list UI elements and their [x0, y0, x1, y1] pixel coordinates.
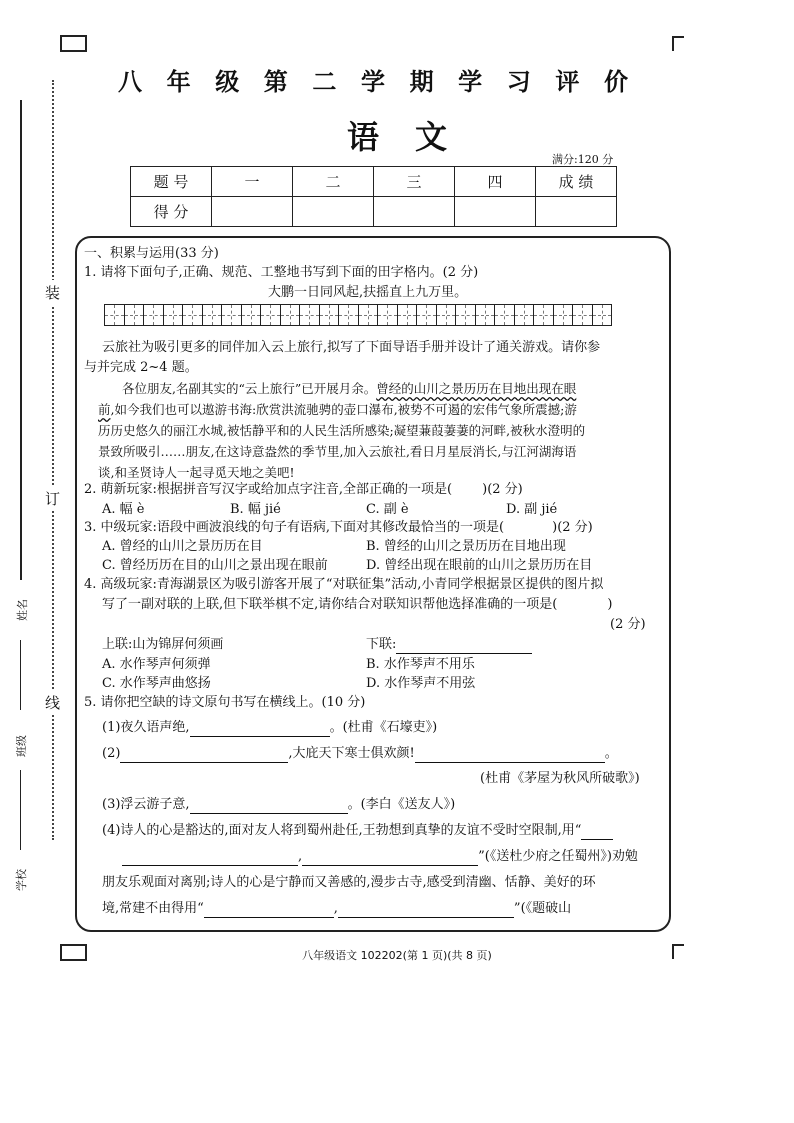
title-char: 八: [118, 67, 142, 96]
q5-4-blank-3[interactable]: [204, 917, 334, 918]
q4-option-b: B. 水作琴声不用乐: [366, 657, 475, 672]
side-line-name: [20, 640, 21, 710]
grid-cell[interactable]: [202, 304, 223, 326]
passage-text: ,如今我们也可以遨游书海:欣赏洪流驰骋的壶口瀑布,被势不可遏的宏伟气象所震撼;游: [110, 402, 577, 417]
q4-option-c: C. 水作琴声曲悠扬: [102, 676, 211, 691]
q5-1-blank[interactable]: [190, 736, 330, 737]
q5-4-blank-1b[interactable]: [122, 865, 298, 866]
couplet-upper: 上联:山为锦屏何须画: [102, 637, 224, 652]
page-footer: 八年级语文 102202(第 1 页)(共 8 页): [302, 949, 492, 962]
q4-option-d: D. 水作琴声不用弦: [366, 676, 476, 691]
score-table: [130, 166, 617, 227]
title-char: 级: [215, 67, 240, 96]
subject-char: 文: [415, 118, 448, 156]
passage-line-4: 景致所吸引……朋友,在这诗意盎然的季节里,加入云旅社,看日月星辰消长,与江河湖海语: [98, 444, 577, 459]
side-label-name: 姓名: [16, 599, 29, 621]
side-line-top: [20, 100, 22, 580]
q5-2-source: (杜甫《茅屋为秋风所破歌》): [480, 771, 640, 786]
grid-cell[interactable]: [319, 304, 340, 326]
grid-cell[interactable]: [592, 304, 613, 326]
q5-1-text: (1)夜久语声绝,: [102, 720, 190, 735]
q2-text: 2. 萌新玩家:根据拼音写汉字或给加点字注音,全部正确的一项是(: [84, 482, 453, 497]
subject-char: 语: [346, 118, 379, 156]
exam-title: [118, 62, 628, 97]
grid-cell[interactable]: [377, 304, 398, 326]
couplet-lower-label: 下联:: [366, 637, 397, 652]
intro-line-2: 与并完成 2~4 题。: [84, 360, 198, 375]
couplet-lower-blank[interactable]: [396, 653, 532, 654]
subject-title: [0, 112, 794, 158]
score-header-cell: 四: [455, 167, 536, 197]
section-heading: 一、积累与运用(33 分): [84, 246, 219, 261]
score-cell[interactable]: [212, 197, 293, 227]
tianzige-grid[interactable]: [104, 304, 611, 326]
grid-cell[interactable]: [358, 304, 379, 326]
wavy-sentence-part-1: 曾经的山川之景历历在目地出现在眼: [376, 381, 577, 396]
score-header-cell: 二: [293, 167, 374, 197]
question-4-line-1: 4. 高级玩家:青海湖景区为吸引游客开展了“对联征集”活动,小青同学根据景区提供的图片拟: [84, 577, 604, 592]
q2-option-c: C. 副 è: [366, 502, 409, 517]
q5-3-text: (3)浮云游子意,: [102, 797, 190, 812]
question-1: 1. 请将下面句子,正确、规范、工整地书写到下面的田字格内。(2 分): [84, 265, 479, 280]
title-char: 价: [603, 67, 628, 96]
side-line-class: [20, 770, 21, 850]
grid-cell[interactable]: [221, 304, 242, 326]
title-char: 习: [506, 67, 531, 96]
q3-option-d: D. 曾经出现在眼前的山川之景历历在目: [366, 558, 593, 573]
grid-cell[interactable]: [124, 304, 145, 326]
title-char: 第: [263, 67, 288, 96]
q5-item-1: [102, 718, 437, 737]
q5-item-4-line-4: [102, 899, 571, 918]
q4-option-a: A. 水作琴声何须弹: [102, 657, 211, 672]
score-header-cell: 题 号: [131, 167, 212, 197]
q5-2-blank-2[interactable]: [415, 762, 605, 763]
grid-cell[interactable]: [416, 304, 437, 326]
score-header-cell: 一: [212, 167, 293, 197]
q5-2-end: 。: [604, 746, 618, 761]
title-char: 年: [166, 67, 191, 96]
q5-4-text-1: (4)诗人的心是豁达的,面对友人将到蜀州赴任,王勃想到真挚的友谊不受时空限制,用“: [102, 823, 582, 838]
q3-option-a: A. 曾经的山川之景历历在目: [102, 539, 263, 554]
grid-cell[interactable]: [163, 304, 184, 326]
q5-2-text: ,大庇天下寒士俱欢颜!: [288, 746, 415, 761]
score-header-cell: 成 绩: [536, 167, 617, 197]
title-char: 期: [409, 67, 434, 96]
score-cell[interactable]: [455, 197, 536, 227]
question-5: 5. 请你把空缺的诗文原句书写在横线上。(10 分): [84, 695, 366, 710]
score-cell[interactable]: [374, 197, 455, 227]
title-char: 二: [312, 67, 337, 96]
q5-3-source: 。(李白《送友人》): [347, 797, 456, 812]
grid-cell[interactable]: [241, 304, 262, 326]
question-3: [84, 518, 593, 537]
q2-option-d: D. 副 jié: [506, 502, 558, 517]
couplet-lower: [366, 635, 532, 654]
grid-cell[interactable]: [436, 304, 457, 326]
q5-4-source: ”(《送杜少府之任蜀州》)劝勉: [478, 849, 638, 864]
grid-cell[interactable]: [494, 304, 515, 326]
registration-mark-top-left: [60, 35, 87, 52]
q5-4-source-2: ”(《题破山: [513, 901, 572, 916]
binding-dotted-line: [52, 80, 54, 840]
passage-line-2: [98, 400, 577, 419]
q5-4-blank-2[interactable]: [302, 865, 478, 866]
q5-4-blank-1a[interactable]: [581, 839, 613, 840]
q5-item-4-line-1: [102, 821, 613, 840]
score-table-score-row: [131, 197, 617, 227]
q5-2-blank-1[interactable]: [120, 762, 288, 763]
binding-label-zhuang: 装: [45, 280, 60, 305]
question-2: [84, 480, 523, 499]
question-4-line-2: [102, 595, 612, 614]
q2-score: )(2 分): [482, 482, 523, 497]
q5-4-comma: ,: [298, 849, 303, 864]
q5-4-comma-2: ,: [333, 901, 338, 916]
score-cell[interactable]: [293, 197, 374, 227]
passage-text: 各位朋友,名副其实的“云上旅行”已开展月余。: [122, 381, 377, 396]
binding-label-xian: 线: [45, 690, 60, 715]
grid-cell[interactable]: [514, 304, 535, 326]
q4-score: (2 分): [610, 617, 646, 632]
q1-sentence: 大鹏一日同风起,扶摇直上九万里。: [268, 285, 468, 300]
score-cell[interactable]: [536, 197, 617, 227]
q5-item-4-line-3: 朋友乐观面对离别;诗人的心是宁静而又善感的,漫步古寺,感受到清幽、恬静、美好的环: [102, 875, 596, 890]
grid-cell[interactable]: [553, 304, 574, 326]
q4-paren-close: ): [607, 597, 613, 612]
q2-option-b: B. 幅 jié: [230, 502, 281, 517]
score-header-cell: 三: [374, 167, 455, 197]
q4-text: 写了一副对联的上联,但下联举棋不定,请你结合对联知识帮他选择准确的一项是(: [102, 597, 558, 612]
wavy-sentence-part-2: 前: [98, 402, 111, 417]
passage-line-5: 谈,和圣贤诗人一起寻觅天地之美吧!: [98, 465, 295, 480]
grid-cell[interactable]: [533, 304, 554, 326]
q3-option-c: C. 曾经历历在目的山川之景出现在眼前: [102, 558, 328, 573]
registration-mark-top-right: [672, 36, 684, 51]
grid-cell[interactable]: [397, 304, 418, 326]
grid-cell[interactable]: [299, 304, 320, 326]
q5-4-blank-4[interactable]: [338, 917, 514, 918]
score-table-header-row: [131, 167, 617, 197]
q5-item-3: [102, 795, 455, 814]
q5-1-source: 。(杜甫《石壕吏》): [329, 720, 438, 735]
intro-line-1: 云旅社为吸引更多的同伴加入云上旅行,拟写了下面导语手册并设计了通关游戏。请你参: [102, 340, 601, 355]
q5-3-blank[interactable]: [190, 813, 348, 814]
score-row-label: 得 分: [131, 197, 212, 227]
binding-label-ding: 订: [45, 486, 60, 511]
q5-item-4-line-2: [122, 847, 638, 866]
grid-cell[interactable]: [260, 304, 281, 326]
q5-item-2: [102, 744, 618, 763]
title-char: 评: [555, 67, 580, 96]
grid-cell[interactable]: [104, 304, 125, 326]
grid-cell[interactable]: [455, 304, 476, 326]
q3-score: )(2 分): [552, 520, 593, 535]
grid-cell[interactable]: [280, 304, 301, 326]
q3-text: 3. 中级玩家:语段中画波浪线的句子有语病,下面对其修改最恰当的一项是(: [84, 520, 505, 535]
title-char: 学: [360, 67, 385, 96]
full-score: 满分:120 分: [552, 153, 614, 166]
grid-cell[interactable]: [143, 304, 164, 326]
q5-4-text-4: 境,常建不由得用“: [102, 901, 204, 916]
q5-2-label: (2): [102, 746, 121, 761]
grid-cell[interactable]: [182, 304, 203, 326]
q3-option-b: B. 曾经的山川之景历历在目地出现: [366, 539, 566, 554]
q2-option-a: A. 幅 è: [102, 502, 145, 517]
side-label-school: 学校: [15, 869, 28, 891]
side-label-class: 班级: [15, 735, 28, 757]
grid-cell[interactable]: [475, 304, 496, 326]
passage-line-1: [122, 379, 576, 398]
grid-cell[interactable]: [338, 304, 359, 326]
title-char: 学: [458, 67, 483, 96]
passage-line-3: 历历史悠久的丽江水城,被恬静平和的人民生活所感染;凝望蒹葭萋萋的河畔,被秋水澄明的: [98, 423, 586, 438]
grid-cell[interactable]: [572, 304, 593, 326]
